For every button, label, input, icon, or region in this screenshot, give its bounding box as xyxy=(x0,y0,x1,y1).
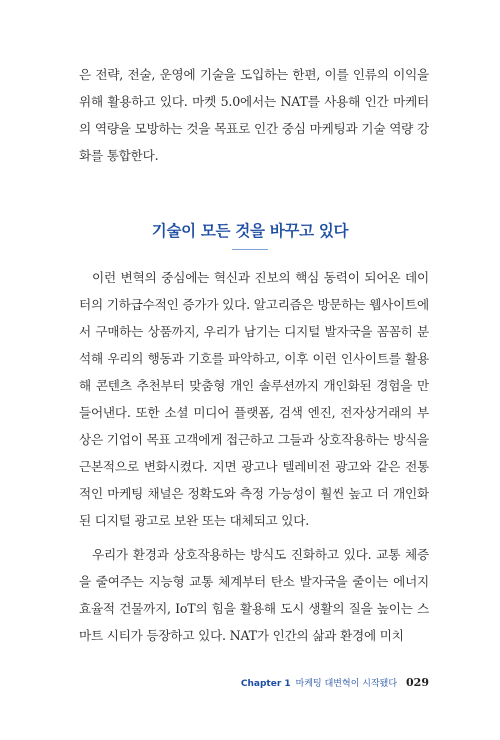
section-heading: 기술이 모든 것을 바꾸고 있다 xyxy=(151,222,349,240)
main-paragraph: 이런 변혁의 중심에는 혁신과 진보의 핵심 동력이 되어온 데이터의 기하급수적인 증가가 있다. 알고리즘은 방문하는 웹사이트에서 구매하는 상품까지, 우리가 남기는 디지털 발자국을 꼼꼼히 분석해 우리의 행동과 기호를 파악하고, 이후 이런 인사이트를 활용해 콘텐츠 추천부터 맞춤형 개인 솔루션까지 개인화된 경험을 만들어낸다. 또한 소셜 미디어 플랫폼, 검색 엔진, 전자상거래의 부상은 기업이 목표 고객에게 접근하고 그들과 상호작용하는 방식을 근본적으로 변화시켰다. 지면 광고나 텔레비전 광고와 같은 전통적인 마케팅 채널은 정확도와 측정 가능성이 훨씬 높고 더 개인화된 디지털 광고로 보완 또는 대체되고 있다. xyxy=(79,270,429,528)
intro-paragraph: 은 전략, 전술, 운영에 기술을 도입하는 한편, 이를 인류의 이익을 위해 활용하고 있다. 마켓 5.0에서는 NAT를 사용해 인간 마케터의 역량을 모방하는 것을 목표로 인간 중심 마케팅과 기술 역량 강화를 통합한다. xyxy=(79,67,429,163)
heading-underline xyxy=(232,249,268,250)
environment-paragraph: 우리가 환경과 상호작용하는 방식도 진화하고 있다. 교통 체증을 줄여주는 지능형 교통 체계부터 탄소 발자국을 줄이는 에너지 효율적 건물까지, IoT의 힘을 활용해 도시 생활의 질을 높이는 스마트 시티가 등장하고 있다. NAT가 인간의 삶과 환경에 미치 xyxy=(79,547,429,643)
chapter-title: 마케팅 대변혁이 시작됐다 xyxy=(295,679,398,689)
chapter-label: Chapter 1 xyxy=(240,679,291,689)
page-footer xyxy=(241,676,429,689)
page-number: 029 xyxy=(406,676,429,689)
